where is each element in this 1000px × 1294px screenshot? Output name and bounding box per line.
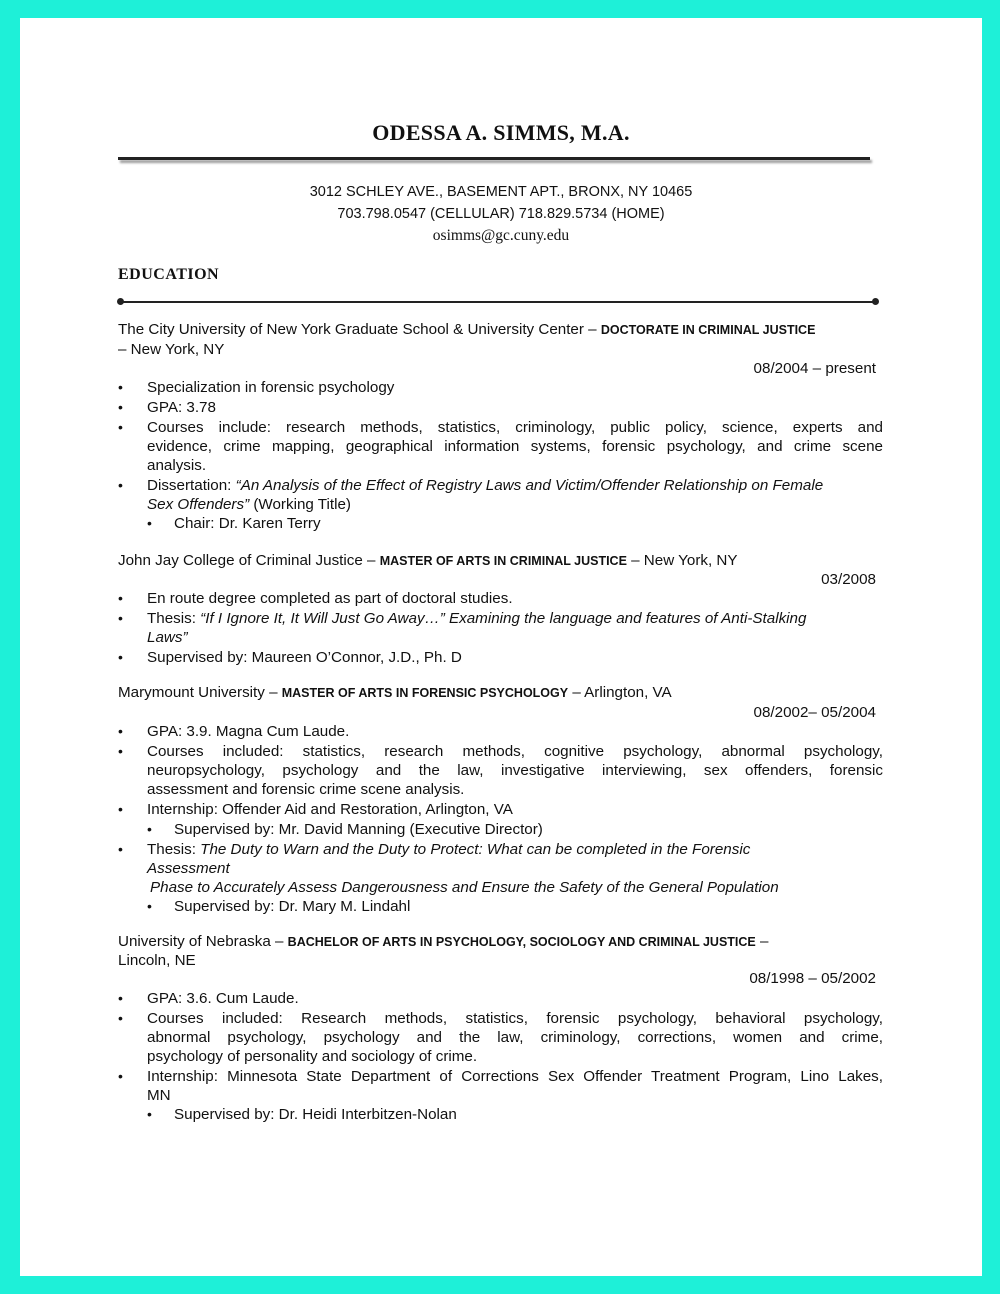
location-separator: – (755, 933, 769, 950)
dissertation-title-cont: Sex Offenders” (147, 496, 250, 513)
bullet-icon: • (118, 801, 123, 817)
sub-list-item: Supervised by: Dr. Mary M. Lindahl (174, 898, 411, 915)
list-item-continued: neuropsychology, psychology and the law, investigative interviewing, sex offenders, forensic (147, 762, 883, 779)
school-location: Lincoln, NE (118, 952, 196, 969)
item-lead: Dissertation: (147, 477, 236, 494)
thesis-title: “If I Ignore It, It Will Just Go Away…” Examining the language and features of Anti-Stalking (200, 610, 807, 627)
bullet-icon: • (118, 379, 123, 395)
section-title-education: EDUCATION (118, 266, 220, 283)
degree-name: MASTER OF ARTS IN CRIMINAL JUSTICE (379, 554, 627, 568)
date-range: 08/1998 – 05/2002 (749, 970, 876, 987)
list-item-continued: Laws” (147, 629, 188, 646)
list-item-continued: analysis. (147, 457, 207, 474)
degree-name: BACHELOR OF ARTS IN PSYCHOLOGY, SOCIOLOGY AND CRIMINAL JUSTICE (287, 935, 756, 949)
school-name: University of Nebraska – (118, 933, 288, 950)
section-divider (120, 301, 876, 303)
name-divider (118, 157, 870, 160)
resume-page (20, 18, 982, 1276)
degree-name: MASTER OF ARTS IN FORENSIC PSYCHOLOGY (281, 686, 569, 700)
list-item (147, 609, 806, 628)
list-item: Courses included: statistics, research methods, cognitive psychology, abnormal psychology, (147, 743, 883, 760)
list-item: GPA: 3.9. Magna Cum Laude. (147, 723, 350, 740)
entry-nebraska-heading (118, 932, 768, 952)
candidate-name: ODESSA A. SIMMS, M.A. (372, 120, 630, 145)
item-lead: Thesis: (147, 610, 201, 627)
bullet-icon: • (118, 841, 123, 857)
sub-list-item: Chair: Dr. Karen Terry (174, 515, 321, 532)
bullet-icon: • (147, 515, 152, 531)
bullet-icon: • (147, 821, 152, 837)
list-item: En route degree completed as part of doctoral studies. (147, 590, 513, 607)
list-item: Supervised by: Maureen O’Connor, J.D., Ph. D (147, 649, 462, 666)
list-item: Internship: Offender Aid and Restoration, Arlington, VA (147, 801, 513, 818)
phone-numbers: 703.798.0547 (CELLULAR) 718.829.5734 (HOME) (337, 206, 665, 222)
sub-list-item: Supervised by: Dr. Heidi Interbitzen-Nolan (174, 1106, 457, 1123)
item-tail: (Working Title) (249, 496, 351, 513)
thesis-title: The Duty to Warn and the Duty to Protect: What can be completed in the Forensic (200, 841, 751, 858)
list-item: Internship: Minnesota State Department of Corrections Sex Offender Treatment Program, Lino Lakes, (147, 1068, 883, 1085)
bullet-icon: • (118, 1068, 123, 1084)
list-item: GPA: 3.6. Cum Laude. (147, 990, 299, 1007)
degree-name: DOCTORATE IN CRIMINAL JUSTICE (600, 323, 816, 337)
list-item (147, 840, 750, 859)
school-location: – New York, NY (626, 552, 738, 569)
date-range: 08/2004 – present (753, 360, 876, 377)
address: 3012 SCHLEY AVE., BASEMENT APT., BRONX, NY 10465 (309, 184, 693, 200)
list-item-continued: Phase to Accurately Assess Dangerousness and Ensure the Safety of the General Population (150, 879, 779, 896)
list-item-continued: Assessment (147, 860, 230, 877)
entry-cuny-heading (118, 320, 815, 340)
sub-list-item: Supervised by: Mr. David Manning (Executive Director) (174, 821, 543, 838)
bullet-icon: • (147, 898, 152, 914)
list-item: Specialization in forensic psychology (147, 379, 395, 396)
bullet-icon: • (118, 723, 123, 739)
bullet-icon: • (118, 610, 123, 626)
entry-john-jay-heading (118, 551, 738, 571)
list-item-continued: psychology of personality and sociology of crime. (147, 1048, 478, 1065)
divider-dot-right (872, 298, 879, 305)
divider-dot-left (117, 298, 124, 305)
bullet-icon: • (118, 399, 123, 415)
school-name: John Jay College of Criminal Justice – (118, 552, 380, 569)
list-item (147, 476, 823, 495)
list-item-continued: assessment and forensic crime scene analysis. (147, 781, 465, 798)
bullet-icon: • (118, 1010, 123, 1026)
bullet-icon: • (118, 649, 123, 665)
bullet-icon: • (118, 590, 123, 606)
date-range: 08/2002– 05/2004 (753, 704, 876, 721)
email: osimms@gc.cuny.edu (432, 227, 570, 244)
item-lead: Thesis: (147, 841, 201, 858)
bullet-icon: • (118, 419, 123, 435)
list-item-continued: MN (147, 1087, 171, 1104)
list-item: Courses include: research methods, statistics, criminology, public policy, science, experts and (147, 419, 883, 436)
list-item-continued: evidence, crime mapping, geographical information systems, forensic psychology, and crime scene (147, 438, 883, 455)
entry-marymount-heading (118, 683, 672, 703)
list-item: Courses included: Research methods, statistics, forensic psychology, behavioral psychology, (147, 1010, 883, 1027)
list-item-continued: abnormal psychology, psychology and the law, criminology, corrections, women and crime, (147, 1029, 883, 1046)
school-location: – Arlington, VA (568, 684, 672, 701)
bullet-icon: • (118, 477, 123, 493)
school-name: Marymount University – (118, 684, 282, 701)
bullet-icon: • (118, 990, 123, 1006)
list-item: GPA: 3.78 (147, 399, 216, 416)
dissertation-title: “An Analysis of the Effect of Registry Laws and Victim/Offender Relationship on Female (235, 477, 824, 494)
list-item-continued (147, 495, 351, 514)
school-location: – New York, NY (118, 341, 225, 358)
date-range: 03/2008 (821, 571, 876, 588)
bullet-icon: • (118, 743, 123, 759)
school-name: The City University of New York Graduate School & University Center – (118, 321, 601, 338)
bullet-icon: • (147, 1106, 152, 1122)
